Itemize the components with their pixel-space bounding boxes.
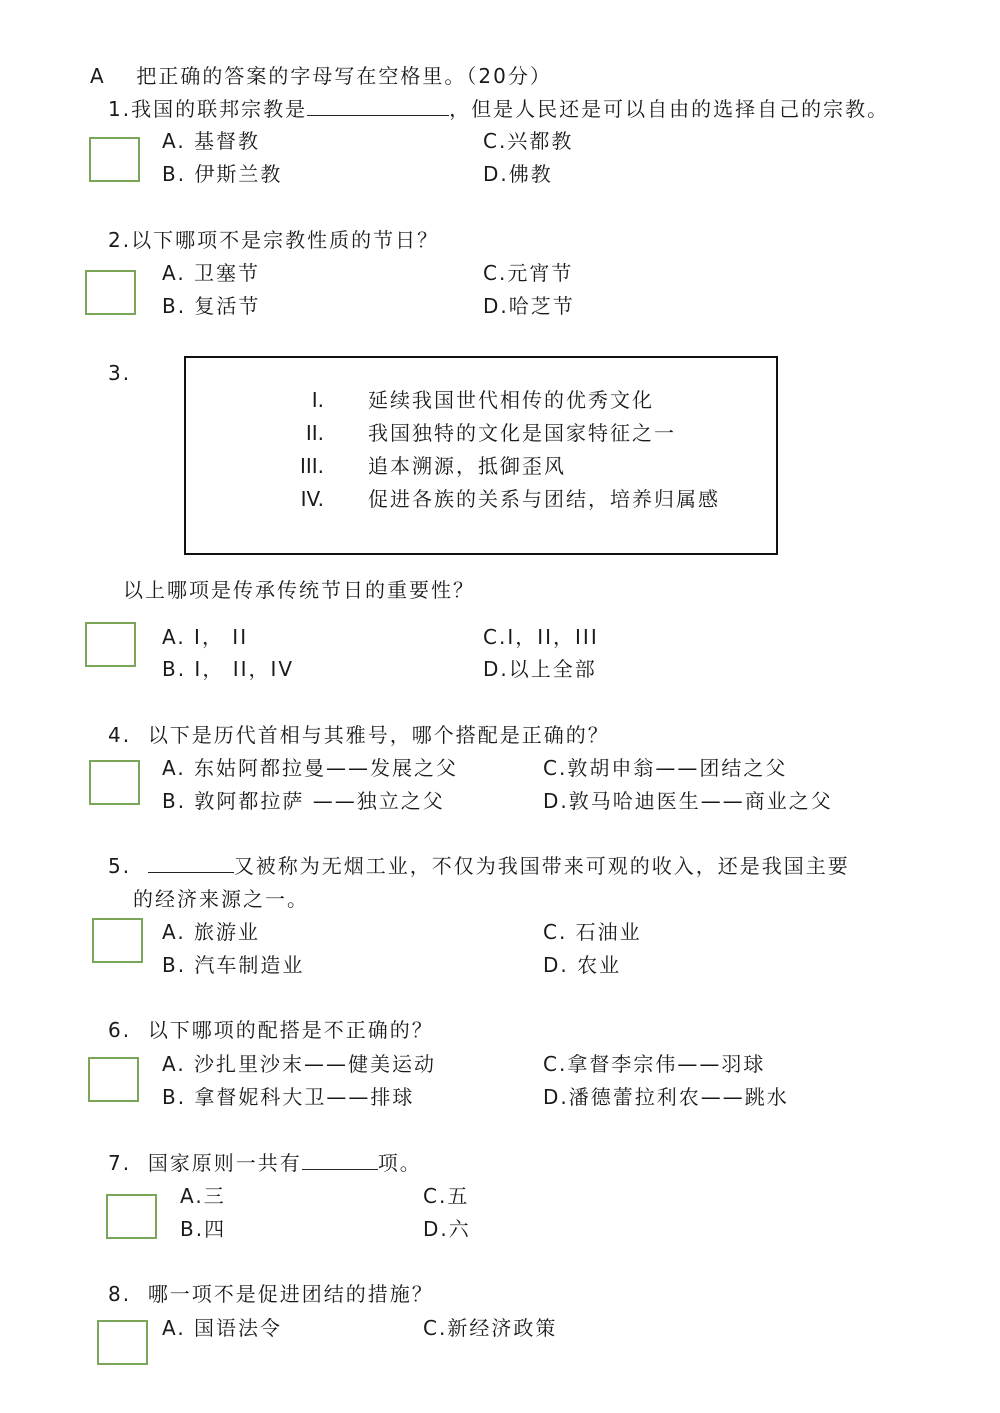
roman-numeral: III. <box>299 454 324 478</box>
roman-numeral: I. <box>311 388 324 412</box>
question-text: 以下哪项的配搭是不正确的？ <box>147 1018 434 1042</box>
question-text: 哪一项不是促进团结的措施？ <box>147 1282 434 1306</box>
question-3-number: 3. <box>108 361 132 385</box>
option-c: C.拿督李宗伟——羽球 <box>543 1052 766 1076</box>
statement-text: 延续我国世代相传的优秀文化 <box>368 388 654 412</box>
question-number: 8. <box>108 1282 132 1306</box>
question-3-text: 以上哪项是传承传统节日的重要性？ <box>123 578 475 602</box>
option-b: B. I， II，IV <box>162 657 295 681</box>
question-text-line1: 又被称为无烟工业，不仅为我国带来可观的收入，还是我国主要 <box>233 854 850 878</box>
option-c: C.兴都教 <box>483 129 574 153</box>
option-a: A. 旅游业 <box>162 920 261 944</box>
option-d: D.哈芝节 <box>483 294 575 318</box>
option-a: A. I， II <box>162 625 249 649</box>
roman-numeral: II. <box>305 421 324 445</box>
question-text: 以下哪项不是宗教性质的节日？ <box>131 228 440 252</box>
section-instruction: 把正确的答案的字母写在空格里。（20分） <box>136 64 552 88</box>
option-c: C.I，II，III <box>483 625 599 649</box>
question-text: 以下是历代首相与其雅号，哪个搭配是正确的？ <box>147 723 610 747</box>
option-a: A.三 <box>180 1184 226 1208</box>
answer-box-q1[interactable] <box>89 137 140 182</box>
roman-numeral: IV. <box>300 487 324 511</box>
option-d: D.敦马哈迪医生——商业之父 <box>543 789 833 813</box>
statement-text: 我国独特的文化是国家特征之一 <box>368 421 676 445</box>
answer-box-q5[interactable] <box>92 918 143 963</box>
option-b: B. 汽车制造业 <box>162 953 305 977</box>
option-a: A. 沙扎里沙末——健美运动 <box>162 1052 437 1076</box>
option-a: A. 东姑阿都拉曼——发展之父 <box>162 756 459 780</box>
question-text-after: 项。 <box>377 1151 422 1175</box>
option-d: D.六 <box>423 1217 471 1241</box>
answer-box-q2[interactable] <box>85 270 136 315</box>
fill-blank <box>302 1151 378 1170</box>
option-c: C.五 <box>423 1184 470 1208</box>
question-text-before: 我国的联邦宗教是 <box>131 97 308 121</box>
question-text-after: ，但是人民还是可以自由的选择自己的宗教。 <box>449 97 890 121</box>
option-a: A. 卫塞节 <box>162 261 261 285</box>
statement-text: 促进各族的关系与团结，培养归属感 <box>368 487 720 511</box>
question-number: 1. <box>108 97 132 121</box>
question-number: 4. <box>108 723 132 747</box>
answer-box-q3[interactable] <box>85 622 136 667</box>
option-c: C. 石油业 <box>543 920 642 944</box>
statement-text: 追本溯源，抵御歪风 <box>368 454 566 478</box>
option-b: B. 复活节 <box>162 294 261 318</box>
option-a: A. 国语法令 <box>162 1316 283 1340</box>
option-c: C.元宵节 <box>483 261 574 285</box>
option-b: B. 敦阿都拉萨 ——独立之父 <box>162 789 445 813</box>
question-5-text <box>108 854 850 878</box>
fill-blank <box>148 854 234 873</box>
answer-box-q8[interactable] <box>97 1320 148 1365</box>
question-text-before: 国家原则一共有 <box>147 1151 302 1175</box>
answer-box-q6[interactable] <box>88 1057 139 1102</box>
option-c: C.新经济政策 <box>423 1316 558 1340</box>
option-b: B. 拿督妮科大卫——排球 <box>162 1085 415 1109</box>
question-5-text-line2: 的经济来源之一。 <box>133 887 309 911</box>
question-number: 6. <box>108 1018 132 1042</box>
option-b: B.四 <box>180 1217 227 1241</box>
section-letter: A <box>90 64 106 88</box>
fill-blank <box>307 97 449 116</box>
option-d: D.以上全部 <box>483 657 597 681</box>
option-a: A. 基督教 <box>162 129 261 153</box>
question-8-text <box>108 1282 434 1306</box>
question-6-text <box>108 1018 434 1042</box>
option-d: D.佛教 <box>483 162 553 186</box>
answer-box-q4[interactable] <box>89 760 140 805</box>
option-b: B. 伊斯兰教 <box>162 162 283 186</box>
question-4-text <box>108 723 610 747</box>
question-7-text <box>108 1151 422 1175</box>
answer-box-q7[interactable] <box>106 1194 157 1239</box>
question-number: 2. <box>108 228 132 252</box>
question-1-text <box>108 97 889 121</box>
question-number: 5. <box>108 854 132 878</box>
option-d: D.潘德蕾拉利农——跳水 <box>543 1085 789 1109</box>
option-d: D. 农业 <box>543 953 622 977</box>
statement-box <box>184 356 778 555</box>
option-c: C.敦胡申翁——团结之父 <box>543 756 788 780</box>
question-2-text <box>108 228 439 252</box>
section-heading <box>90 64 552 88</box>
question-number: 7. <box>108 1151 132 1175</box>
